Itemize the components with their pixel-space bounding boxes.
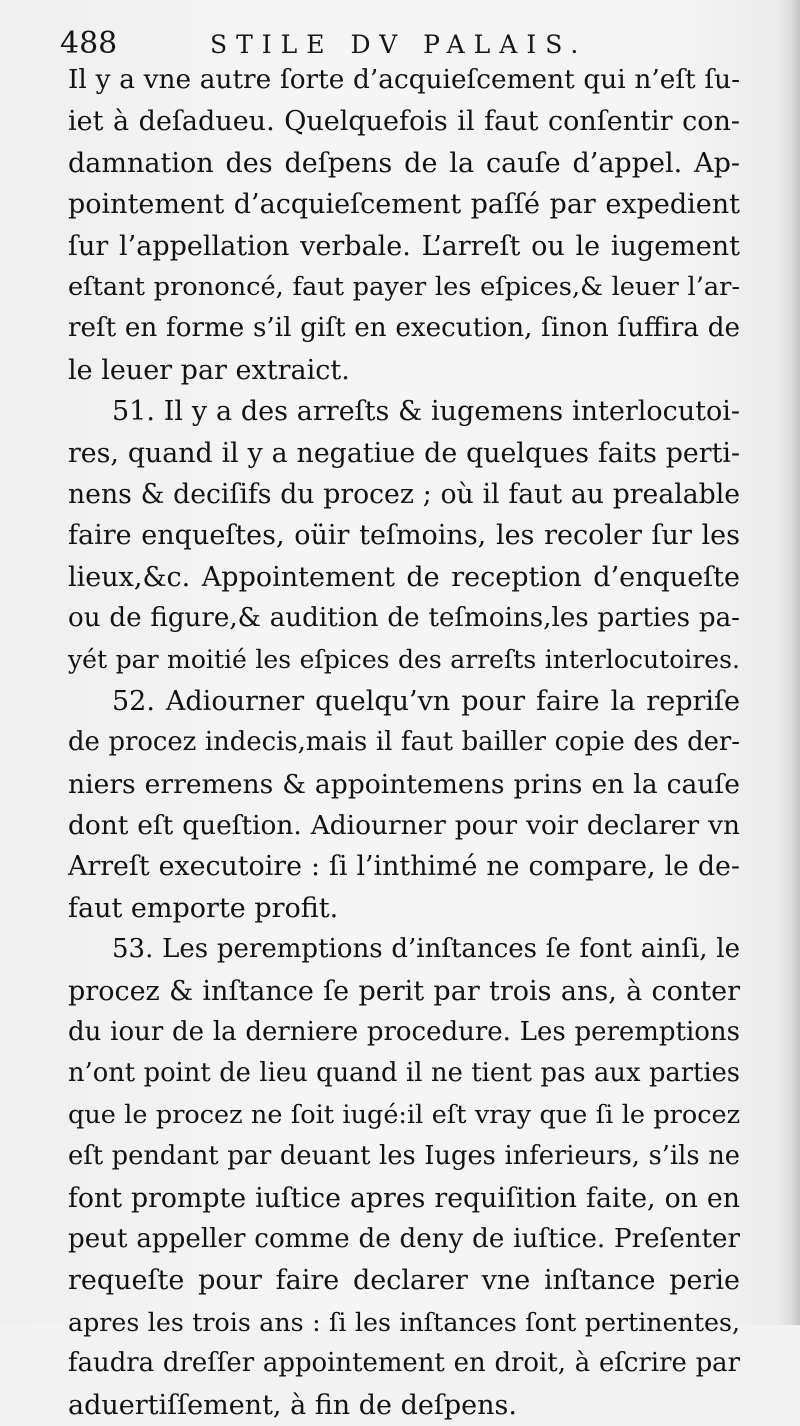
text-line: yét par moitié les eſpices des arreſts interlocutoires. [68,645,740,675]
text-line: Arreſt executoire : ſi l’inthimé ne compare, le de- [68,851,740,883]
text-line: dont eſt queſtion. Adiourner pour voir declarer vn [68,810,740,842]
page-edge-shadow [778,0,800,1325]
text-line: font prompte iuſtice apres requiſition faite, on en [68,1182,740,1214]
text-line: de procez indecis,mais il faut bailler copie des der- [68,727,740,758]
text-line: le leuer par extraict. [68,354,350,386]
text-line: eſtant prononcé, faut payer les eſpices,& leuer l’ar- [68,271,740,302]
page-number: 488 [60,26,118,61]
text-line: ſur l’appellation verbale. L’arreſt ou le iugement [68,230,740,262]
text-line: niers erremens & appointemens prins en la cauſe [68,768,740,800]
text-line: reſt en forme s’il giſt en execution, ſinon ſuffira de [68,313,740,344]
text-line: nens & deciſifs du procez ; où il faut au prealable [68,478,740,510]
text-line: que le procez ne ſoit iugé:il eſt vray que ſi le procez [68,1099,740,1130]
text-line: faudra dreſſer appointement en droit, à eſcrire par [68,1348,740,1379]
text-line: damnation des deſpens de la cauſe d’appel. Ap- [68,147,740,179]
text-line: lieux,&c. Appointement de reception d’enqueſte [68,561,740,593]
body-text [68,60,740,1426]
text-line: faire enqueſtes, oüir teſmoins, les recoler ſur les [68,520,740,552]
text-line: aduertiſſement, à fin de deſpens. [68,1389,517,1421]
paragraph-51-start: 51. Il y a des arreſts & iugemens interlocutoi- [112,396,740,428]
text-line: eſt pendant par deuant les Iuges inferieurs, s’ils ne [68,1141,740,1172]
paragraph-52-start: 52. Adiourner quelqu’vn pour faire la repriſe [112,685,740,717]
text-line: peut appeller comme de deny de iuſtice. Preſenter [68,1223,740,1254]
text-line: res, quand il y a negatiue de quelques faits perti- [68,437,740,469]
text-line: iet à deſadueu. Quelquefois il faut conſentir con- [68,106,740,138]
text-line: n’ont point de lieu quand il ne tient pas aux parties [68,1058,740,1089]
running-head: STILE DV PALAIS. [210,30,588,59]
text-line: faut emporte profit. [68,892,339,924]
text-line: apres les trois ans : ſi les inſtances ſont pertinentes, [68,1307,740,1337]
text-line: requeſte pour faire declarer vne inſtance perie [68,1265,740,1297]
text-line: procez & inſtance ſe perit par trois ans, à conter [68,975,740,1007]
text-line: pointement d’acquieſcement paſſé par expedient [68,189,740,221]
text-line: Il y a vne autre ſorte d’acquieſcement qui n’eſt ſu- [68,65,740,95]
text-line: du iour de la derniere procedure. Les peremptions [68,1016,740,1047]
text-line: ou de figure,& audition de teſmoins,les parties pa- [68,603,740,634]
paragraph-53-start: 53. Les peremptions d’inſtances ſe font ainſi, le [112,934,740,965]
